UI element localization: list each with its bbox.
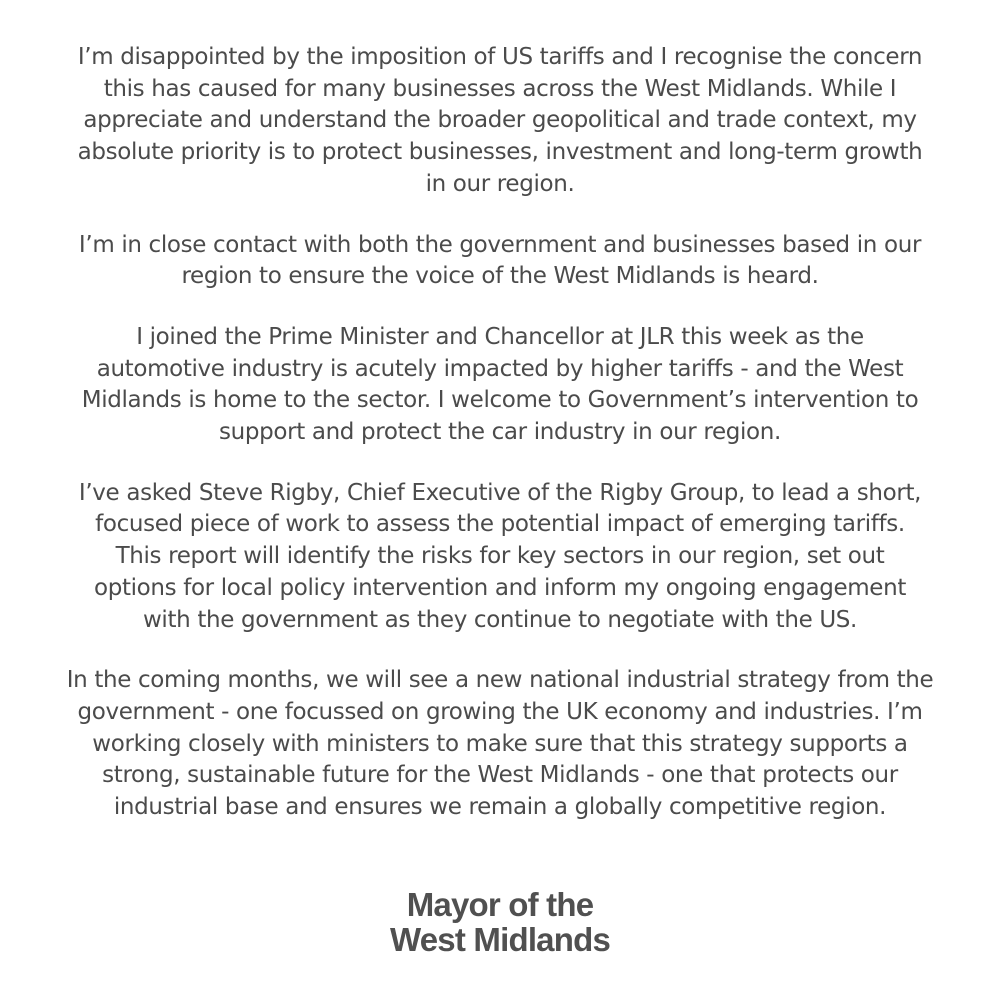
text-line: government - one focussed on growing the UK economy and industries. I’m bbox=[77, 698, 923, 725]
text-line: in our region. bbox=[425, 170, 575, 197]
text-line: This report will identify the risks for key sectors in our region, set out bbox=[115, 543, 885, 570]
text-line: I’m in close contact with both the government and businesses based in our bbox=[78, 231, 922, 258]
text-line: In the coming months, we will see a new national industrial strategy from the bbox=[66, 667, 934, 694]
text-line: I’ve asked Steve Rigby, Chief Executive of the Rigby Group, to lead a short, bbox=[78, 479, 922, 506]
text-line: absolute priority is to protect businesses, investment and long-term growth bbox=[77, 139, 923, 166]
text-line: Midlands is home to the sector. I welcome to Government’s intervention to bbox=[81, 387, 919, 414]
paragraph-1 bbox=[20, 42, 980, 201]
text-line: I’m disappointed by the imposition of US tariffs and I recognise the concern bbox=[77, 44, 923, 70]
text-line: industrial base and ensures we remain a globally competitive region. bbox=[113, 794, 887, 821]
text-line: options for local policy intervention and inform my ongoing engagement bbox=[93, 574, 906, 601]
paragraph-2 bbox=[20, 230, 980, 293]
signoff-line-1: Mayor of the bbox=[406, 886, 594, 923]
paragraph-4 bbox=[20, 478, 980, 637]
text-line: region to ensure the voice of the West Midlands is heard. bbox=[181, 263, 819, 290]
text-line: automotive industry is acutely impacted by higher tariffs - and the West bbox=[96, 355, 904, 382]
paragraph-3 bbox=[20, 322, 980, 449]
paragraph-5 bbox=[20, 665, 980, 824]
text-line: appreciate and understand the broader geopolitical and trade context, my bbox=[83, 107, 917, 134]
text-line: strong, sustainable future for the West Midlands - one that protects our bbox=[102, 762, 898, 789]
text-line: focused piece of work to assess the potential impact of emerging tariffs. bbox=[95, 511, 905, 538]
text-line: working closely with ministers to make sure that this strategy supports a bbox=[92, 730, 908, 757]
text-line: I joined the Prime Minister and Chancellor at JLR this week as the bbox=[136, 323, 864, 350]
statement-body bbox=[20, 42, 980, 824]
mayor-signoff bbox=[0, 887, 1000, 957]
text-line: with the government as they continue to negotiate with the US. bbox=[142, 606, 858, 633]
text-line: support and protect the car industry in our region. bbox=[219, 419, 781, 446]
signoff-line-2: West Midlands bbox=[389, 921, 611, 958]
text-line: this has caused for many businesses across the West Midlands. While I bbox=[103, 75, 897, 102]
